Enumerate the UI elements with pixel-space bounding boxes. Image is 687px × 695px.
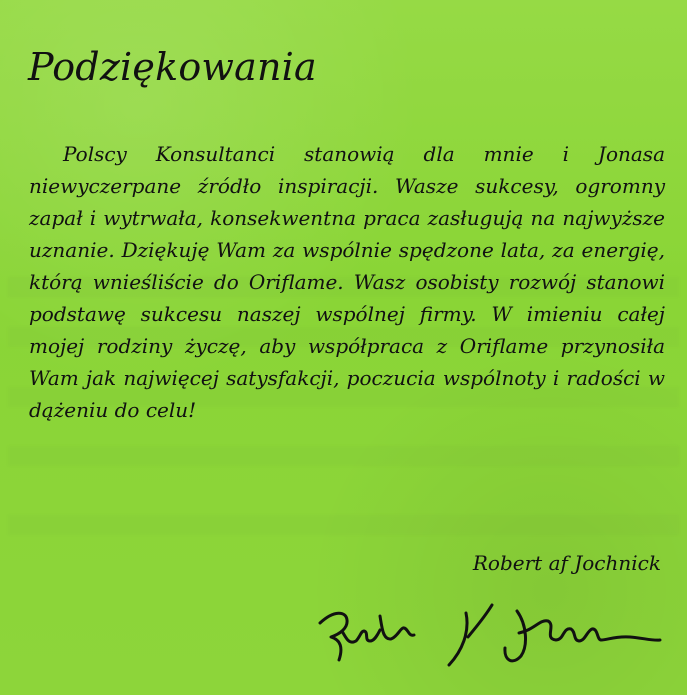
handwritten-signature bbox=[316, 598, 664, 670]
background-bleed-line bbox=[8, 446, 679, 466]
author-name: Robert af Jochnick bbox=[472, 551, 661, 575]
page-title: Podziękowania bbox=[28, 45, 317, 89]
thank-you-paragraph: Polscy Konsultanci stanowią dla mnie i Jonasa niewyczerpane źródło inspiracji. Wasze sukcesy, ogromny zapał i wytrwała, konsekwentna praca zasługują na najwyższe uznanie. Dziękuję Wam za wspólnie spędzone lata, za energię, którą wnieśliście do Oriflame. Wasz osobisty rozwój stanowi podstawę sukcesu naszej wspólnej firmy. W imieniu całej mojej rodziny życzę, aby współpraca z Oriflame przynosiła Wam jak najwięcej satysfakcji, poczucia wspólnoty i radości w dążeniu do celu! bbox=[29, 142, 665, 422]
background-bleed-line bbox=[8, 515, 679, 535]
letter-content bbox=[28, 45, 668, 426]
